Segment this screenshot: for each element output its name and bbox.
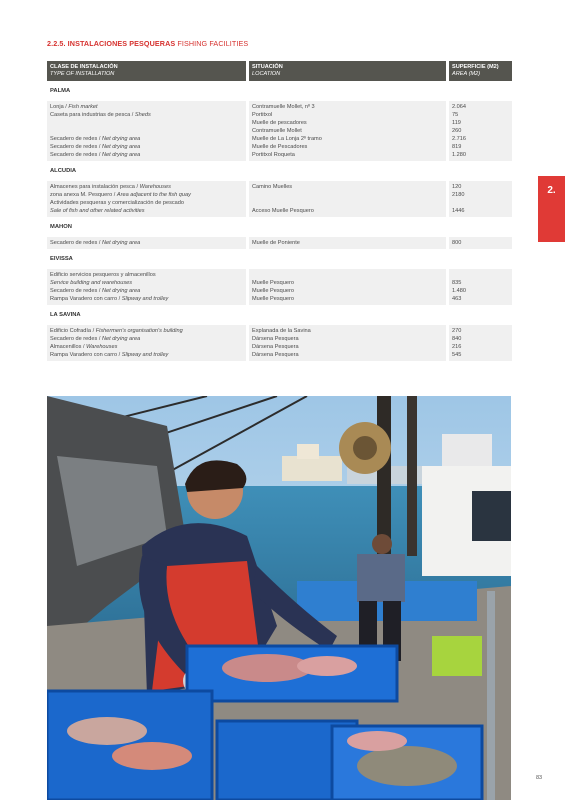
cell-area: 120 — [452, 184, 462, 190]
cell-type — [50, 183, 171, 191]
cell-area: 2180 — [452, 192, 465, 198]
cell-type — [50, 207, 145, 215]
type-es: Actividades pesqueras y comercialización de pescado — [50, 200, 185, 206]
cell-type — [50, 327, 183, 335]
cell-location: Muelle de Poniente — [252, 240, 300, 246]
type-en: Warehouses — [86, 344, 118, 350]
group-title: ALCUDIA — [50, 168, 77, 174]
cell-location: Dársena Pesquera — [252, 336, 299, 342]
table-header — [47, 61, 512, 81]
type-es: Lonja / — [50, 104, 69, 110]
type-es: Rampa Varadero con carro / — [50, 296, 122, 302]
type-es: Secadero de redes / — [50, 288, 102, 294]
type-en: Sheds — [134, 112, 151, 118]
fisherman-photo — [47, 396, 511, 800]
cell-location: Camino Muelles — [252, 184, 293, 190]
cell-type — [50, 199, 184, 207]
cell-type — [50, 351, 168, 359]
cell-area: 260 — [452, 128, 462, 134]
cell-area: 270 — [452, 328, 462, 334]
type-en: Slipway and trolley — [121, 352, 169, 358]
type-en: Fishermen's organisation's building — [95, 328, 183, 334]
header-area: SUPERFICIE (M2) AREA (M2) — [449, 61, 512, 81]
cell-location: Acceso Muelle Pesquero — [252, 208, 314, 214]
type-es: Secadero de redes / — [50, 136, 102, 142]
type-en: Net drying area — [101, 152, 141, 158]
type-en: Warehouses — [139, 184, 171, 190]
cell-area: 1.480 — [452, 288, 466, 294]
cell-type — [50, 191, 191, 199]
cell-location: Muelle de pescadores — [252, 120, 307, 126]
section-heading-es: 2.2.5. INSTALACIONES PESQUERAS — [47, 39, 176, 48]
cell-type — [50, 343, 117, 351]
cell-location: Contramuelle Mollet — [252, 128, 302, 134]
group-title: LA SAVINA — [50, 312, 81, 318]
header-location: SITUACIÓN LOCATION — [249, 61, 446, 81]
cell-location: Muelle Pesquero — [252, 280, 294, 286]
cell-location: Muelle de La Lonja 2º tramo — [252, 136, 322, 142]
cell-area: 835 — [452, 280, 462, 286]
cell-type — [50, 335, 140, 343]
type-es: Almacenillos / — [50, 344, 87, 350]
type-en: Net drying area — [101, 288, 141, 294]
type-en: Net drying area — [101, 136, 141, 142]
cell-location: Muelle Pesquero — [252, 288, 294, 294]
cell-area: 119 — [452, 120, 461, 126]
cell-type — [50, 279, 132, 287]
group-title: EIVISSA — [50, 256, 73, 262]
cell-area: 2.716 — [452, 136, 466, 142]
type-en: Sale of fish and other related activities — [50, 208, 145, 214]
cell-area: 800 — [452, 240, 462, 246]
cell-type — [50, 103, 98, 111]
cell-type — [50, 239, 140, 247]
cell-location: Portitxol Roqueta — [252, 152, 295, 158]
type-es: Edificio servicios pesqueros y almacenillos — [50, 272, 156, 278]
cell-area: 2.064 — [452, 104, 466, 110]
cell-type — [50, 111, 151, 119]
section-heading-en: FISHING FACILITIES — [177, 39, 249, 48]
cell-area: 840 — [452, 336, 462, 342]
type-en: Area adjacent to the fish quay — [116, 192, 191, 198]
chapter-tab: 2. — [538, 176, 565, 242]
cell-location: Muelle de Pescadores — [252, 144, 308, 150]
type-es: Secadero de redes / — [50, 240, 102, 246]
cell-area: 545 — [452, 352, 462, 358]
type-en: Fish market — [68, 104, 98, 110]
cell-area: 216 — [452, 344, 462, 350]
cell-location: Dársena Pesquera — [252, 344, 299, 350]
cell-area: 1446 — [452, 208, 465, 214]
type-en: Net drying area — [101, 336, 141, 342]
type-es: zona anexa M. Pesquero / — [50, 192, 117, 198]
cell-area: 75 — [452, 112, 459, 118]
section-heading — [47, 39, 248, 48]
type-es: Secadero de redes / — [50, 152, 102, 158]
cell-area: 463 — [452, 296, 462, 302]
cell-area: 819 — [452, 144, 462, 150]
cell-type — [50, 295, 168, 303]
cell-location: Explanada de la Savina — [252, 328, 311, 334]
photo-illustration — [47, 396, 511, 800]
type-es: Edificio Cofradía / — [50, 328, 96, 334]
type-es: Secadero de redes / — [50, 336, 102, 342]
type-es: Secadero de redes / — [50, 144, 102, 150]
group-title: PALMA — [50, 88, 71, 94]
type-es: Caseta para industrias de pesca / — [50, 112, 135, 118]
cell-type — [50, 151, 140, 159]
type-es: Almacenes para instalación pesca / — [50, 184, 140, 190]
header-type: CLASE DE INSTALACIÓN TYPE OF INSTALLATION — [47, 61, 246, 81]
cell-location: Muelle Pesquero — [252, 296, 294, 302]
type-es: Rampa Varadero con carro / — [50, 352, 122, 358]
type-en: Slipway and trolley — [121, 296, 169, 302]
cell-type — [50, 287, 140, 295]
cell-type — [50, 143, 140, 151]
group-title: MAHON — [50, 224, 72, 230]
cell-type — [50, 135, 140, 143]
page-number: 83 — [536, 775, 543, 781]
type-en: Service building and warehouses — [50, 280, 133, 286]
cell-location: Portitxol — [252, 112, 273, 118]
cell-area: 1.280 — [452, 152, 466, 158]
type-en: Net drying area — [101, 240, 141, 246]
cell-type — [50, 271, 156, 279]
cell-location: Dársena Pesquera — [252, 352, 299, 358]
type-en: Net drying area — [101, 144, 141, 150]
cell-location: Contramuelle Mollet, nº 3 — [252, 104, 315, 110]
